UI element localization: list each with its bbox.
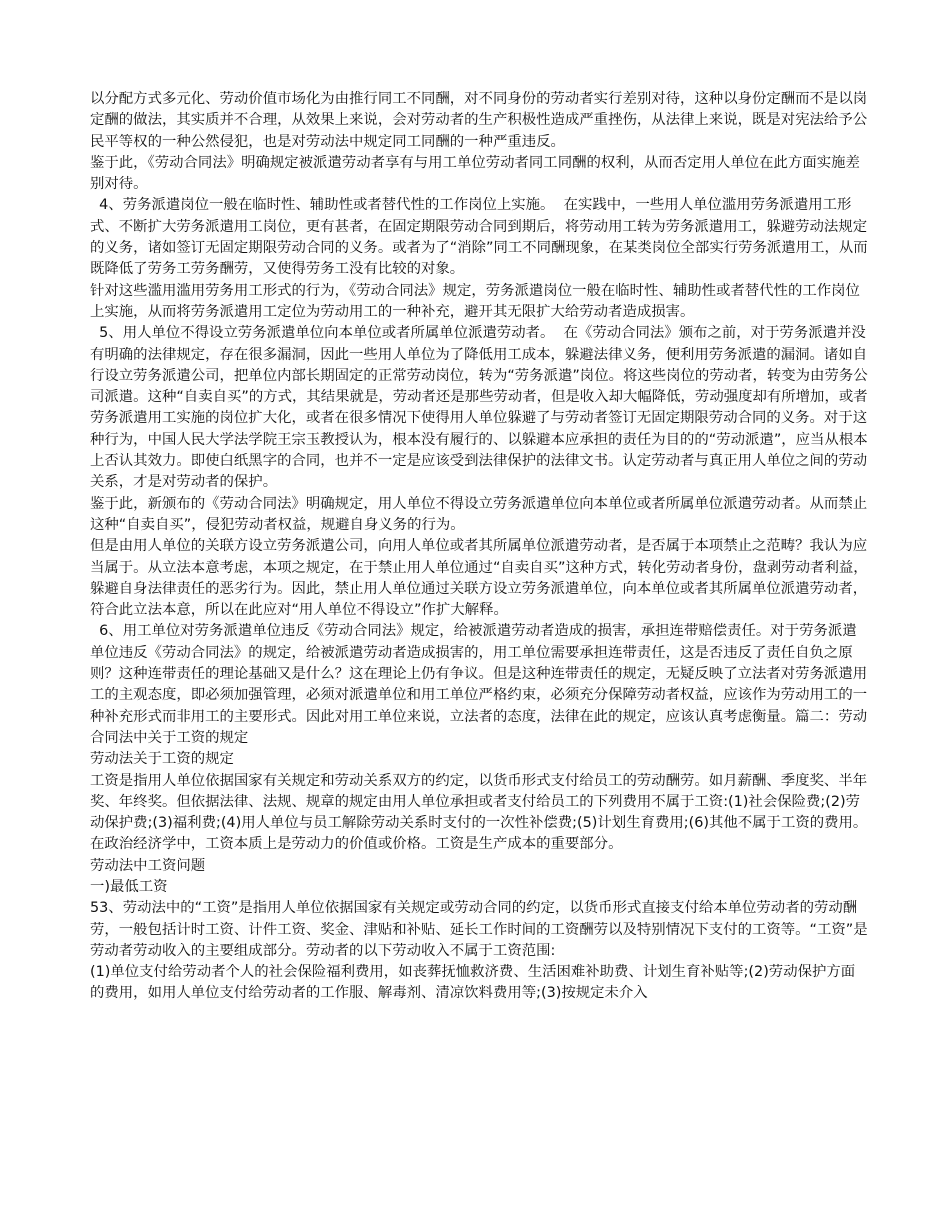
- paragraph: 以分配方式多元化、劳动价值市场化为由推行同工不同酬，对不同身份的劳动者实行差别对待，这种以身份定酬而不是以岗定酬的做法，其实质并不合理，从效果上来说，会对劳动者的生产积极性造成严重挫伤，从法律上来说，既是对宪法给予公民平等权的一种公然侵犯，也是对劳动法中规定同工同酬的一种严重违反。: [90, 91, 868, 150]
- paragraph: 但是由用人单位的关联方设立劳务派遣公司，向用人单位或者其所属单位派遣劳动者，是否属于本项禁止之范畴？我认为应当属于。从立法本意考虑，本项之规定，在于禁止用人单位通过“自卖自买”这种方式，转化劳动者身份，盘剥劳动者利益，躲避自身法律责任的恶劣行为。因此，禁止用人单位通过关联方设立劳务派遣单位，向本单位或者其所属单位派遣劳动者，符合此立法本意，所以在此应对“用人单位不得设立”作扩大解释。: [90, 538, 868, 619]
- paragraph: 鉴于此，《劳动合同法》明确规定被派遣劳动者享有与用工单位劳动者同工同酬的权利，从而否定用人单位在此方面实施差别对待。: [90, 154, 860, 193]
- paragraph: 6、用工单位对劳务派遣单位违反《劳动合同法》规定，给被派遣劳动者造成的损害，承担连带赔偿责任。对于劳务派遣单位违反《劳动合同法》的规定，给被派遣劳动者造成损害的，用工单位需要承担连带责任，这是否违反了责任自负之原则？这种连带责任的理论基础又是什么？这在理论上仍有争议。但是这种连带责任的规定，无疑反映了立法者对劳务派遣用工的主观态度，即必须加强管理，必须对派遣单位和用工单位严格约束，必须充分保障劳动者权益，应该作为劳动用工的一种补充形式而非用工的主要形式。因此对用工单位来说，立法者的态度，法律在此的规定，应该认真考虑衡量。篇二：劳动合同法中关于工资的规定: [90, 623, 868, 746]
- paragraph: 4、劳务派遣岗位一般在临时性、辅助性或者替代性的工作岗位上实施。 在实践中，一些用人单位滥用劳务派遣用工形式、不断扩大劳务派遣用工岗位，更有甚者，在固定期限劳动合同到期后，将劳动用工转为劳务派遣用工，躲避劳动法规定的义务，诸如签订无固定期限劳动合同的义务。或者为了“消除”同工不同酬现象，在某类岗位全部实行劳务派遣用工，从而既降低了劳务工劳务酬劳，又使得劳务工没有比较的对象。: [90, 197, 868, 278]
- paragraph: 工资是指用人单位依据国家有关规定和劳动关系双方的约定，以货币形式支付给员工的劳动酬劳。如月薪酬、季度奖、半年奖、年终奖。但依据法律、法规、规章的规定由用人单位承担或者支付给员工的下列费用不属于工资:(1)社会保险费;(2)劳动保护费;(3)福利费;(4)用人单位与员工解除劳动关系时支付的一次性补偿费;(5)计划生育费用;(6)其他不属于工资的费用。 在政治经济学中，工资本质上是劳动力的价值或价格。工资是生产成本的重要部分。: [90, 772, 877, 853]
- subsection-heading: 一)最低工资: [90, 878, 168, 895]
- paragraph: (1)单位支付给劳动者个人的社会保险福利费用，如丧葬抚恤救济费、生活困难补助费、计划生育补贴等;(2)劳动保护方面的费用，如用人单位支付给劳动者的工作服、解毒剂、清凉饮料费用等;(3)按规定未介入: [90, 964, 856, 1002]
- section-heading: 劳动法关于工资的规定: [90, 751, 234, 768]
- section-heading: 劳动法中工资问题: [90, 857, 206, 874]
- document-body: [90, 89, 877, 1005]
- paragraph: 鉴于此，新颁布的《劳动合同法》明确规定，用人单位不得设立劳务派遣单位向本单位或者所属单位派遣劳动者。从而禁止这种“自卖自买”，侵犯劳动者权益，规避自身义务的行为。: [90, 495, 868, 533]
- paragraph: 针对这些滥用滥用劳务用工形式的行为，《劳动合同法》规定，劳务派遣岗位一般在临时性、辅助性或者替代性的工作岗位上实施，从而将劳务派遣用工定位为劳动用工的一种补充，避开其无限扩大给劳动者造成损害。: [90, 282, 860, 320]
- paragraph: 53、劳动法中的“工资”是指用人单位依据国家有关规定或劳动合同的约定，以货币形式直接支付给本单位劳动者的劳动酬劳，一般包括计时工资、计件工资、奖金、津贴和补贴、延长工作时间的工资酬劳以及特别情况下支付的工资等。“工资”是劳动者劳动收入的主要组成部分。劳动者的以下劳动收入不属于工资范围:: [90, 900, 868, 959]
- paragraph: 5、用人单位不得设立劳务派遣单位向本单位或者所属单位派遣劳动者。 在《劳动合同法》颁布之前，对于劳务派遣并没有明确的法律规定，存在很多漏洞，因此一些用人单位为了降低用工成本，躲避法律义务，便利用劳务派遣的漏洞。诸如自行设立劳务派遣公司，把单位内部长期固定的正常劳动岗位，转为“劳务派遣”岗位。将这些岗位的劳动者，转变为由劳务公司派遣。这种“自卖自买”的方式，其结果就是，劳动者还是那些劳动者，但是收入却大幅降低，劳动强度却有所增加，或者劳务派遣用工实施的岗位扩大化，或者在很多情况下使得用人单位躲避了与劳动者签订无固定期限劳动合同的义务。对于这种行为，中国人民大学法学院王宗玉教授认为，根本没有履行的、以躲避本应承担的责任为目的的“劳动派遣”，应当从根本上否认其效力。即使白纸黑字的合同，也并不一定是应该受到法律保护的法律文书。认定劳动者与真正用人单位之间的劳动关系，才是对劳动者的保护。: [90, 325, 868, 491]
